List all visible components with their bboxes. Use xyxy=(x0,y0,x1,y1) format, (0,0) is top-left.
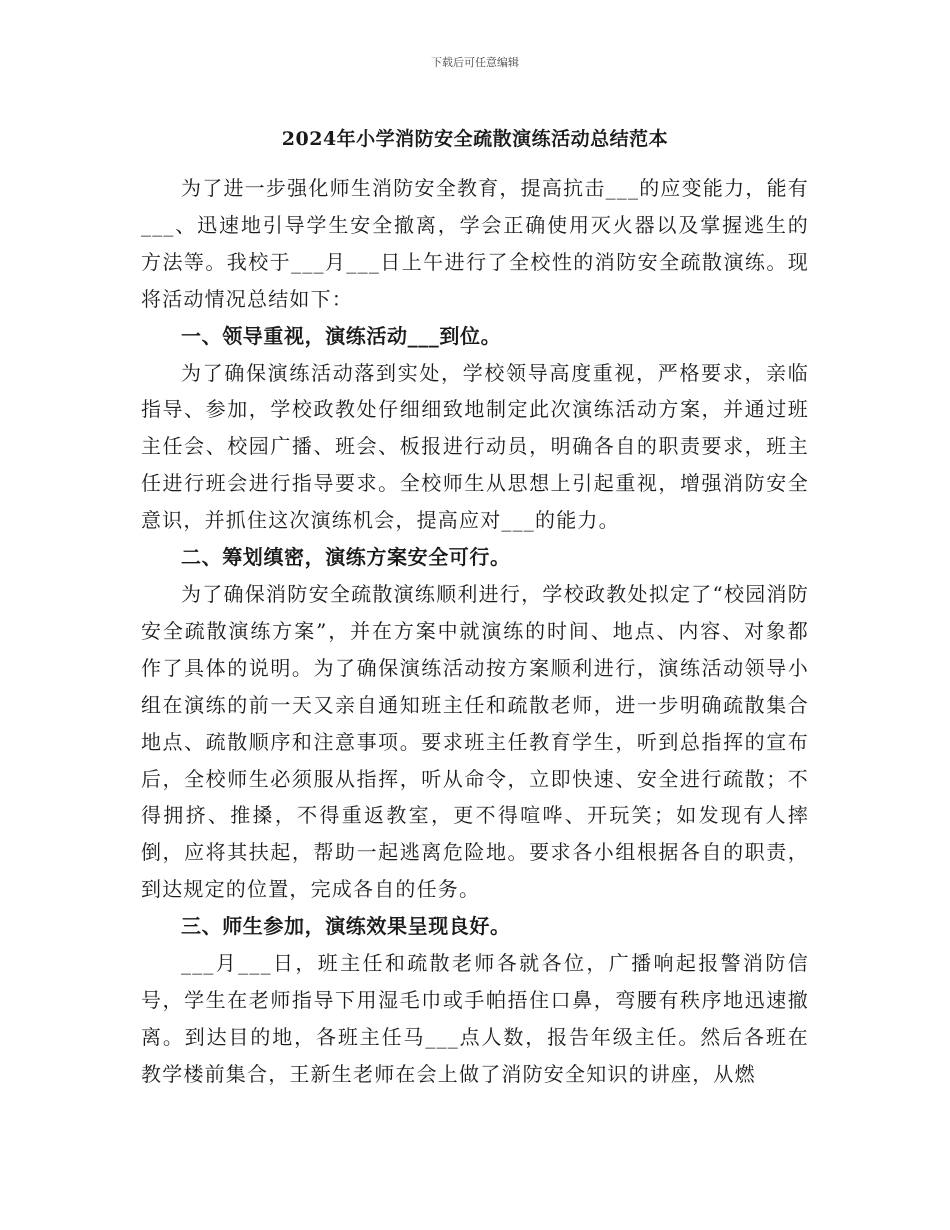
document-body xyxy=(141,170,809,1093)
header-note: 下载后可任意编辑 xyxy=(431,56,519,69)
section-heading-3: 三、师生参加，演练效果呈现良好。 xyxy=(181,914,511,939)
section-heading-1: 一、领导重视，演练活动___到位。 xyxy=(181,323,502,348)
paragraph-section-3: ___月___日，班主任和疏散老师各就各位，广播响起报警消防信号，学生在老师指导下用湿毛巾或手帕捂住口鼻，弯腰有秩序地迅速撤离。到达目的地，各班主任马___点人数，报告年级主任。然后各班在教学楼前集合，王新生老师在会上做了消防安全知识的讲座，从燃 xyxy=(141,951,809,1086)
document-title: 2024年小学消防安全疏散演练活动总结范本 xyxy=(281,128,669,150)
section-heading-2: 二、筹划缜密，演练方案安全可行。 xyxy=(181,545,511,570)
paragraph-intro: 为了进一步强化师生消防安全教育，提高抗击___的应变能力，能有___、迅速地引导学生安全撤离，学会正确使用灭火器以及掌握逃生的方法等。我校于___月___日上午进行了全校性的消防安全疏散演练。现将活动情况总结如下： xyxy=(141,176,809,311)
paragraph-section-2: 为了确保消防安全疏散演练顺利进行，学校政教处拟定了“校园消防安全疏散演练方案”，并在方案中就演练的时间、地点、内容、对象都作了具体的说明。为了确保演练活动按方案顺利进行，演练活动领导小组在演练的前一天又亲自通知班主任和疏散老师，进一步明确疏散集合地点、疏散顺序和注意事项。要求班主任教育学生，听到总指挥的宣布后，全校师生必须服从指挥，听从命令，立即快速、安全进行疏散；不得拥挤、推搡，不得重返教室，更不得喧哗、开玩笑；如发现有人摔倒，应将其扶起，帮助一起逃离危险地。要求各小组根据各自的职责，到达规定的位置，完成各自的任务。 xyxy=(141,581,809,902)
paragraph-section-1: 为了确保演练活动落到实处，学校领导高度重视，严格要求，亲临指导、参加，学校政教处仔细细致地制定此次演练活动方案，并通过班主任会、校园广播、班会、板报进行动员，明确各自的职责要求，班主任进行班会进行指导要求。全校师生从思想上引起重视，增强消防安全意识，并抓住这次演练机会，提高应对___的能力。 xyxy=(141,360,809,533)
